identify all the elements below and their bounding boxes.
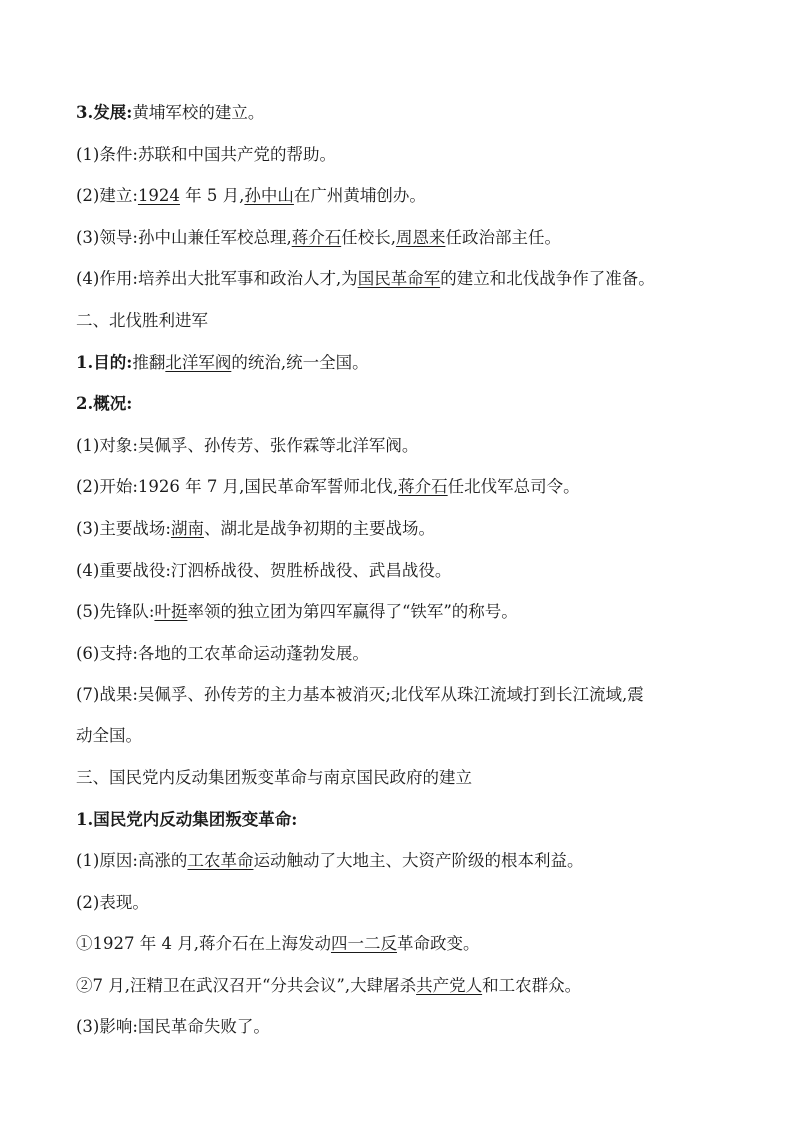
dev-item-role [76, 269, 736, 289]
dev-title-num: 3. [76, 103, 94, 122]
section3-cause [76, 851, 736, 871]
item-text: ②7 月,汪精卫在武汉召开“分共会议”,大肆屠杀 [76, 975, 417, 995]
goal-text: 推翻 [132, 352, 166, 372]
underlined-term: 四一二反 [330, 934, 397, 954]
results-line-1: (7)战果:吴佩孚、孙传芳的主力基本被消灭;北伐军从珠江流域打到长江流域,震 [76, 685, 644, 705]
section3-impact: (3)影响:国民革命失败了。 [76, 1017, 270, 1037]
item-text: 和工农群众。 [482, 975, 582, 995]
overview-item-vanguard [76, 602, 736, 622]
overview-item-start [76, 477, 736, 497]
section3-manifest: (2)表现。 [76, 892, 149, 912]
dev-item-leadership [76, 228, 736, 248]
dev-item-prefix: (3)领导: [76, 227, 138, 247]
item-text: (5)先锋队: [76, 602, 155, 622]
overview-item-results [76, 685, 736, 746]
underlined-person: 蒋介石 [291, 227, 342, 247]
underlined-person: 周恩来 [395, 227, 446, 247]
dev-item-text: 年 5 月, [179, 186, 245, 206]
underlined-year: 1924 [137, 186, 180, 206]
underlined-term: 国民革命军 [357, 269, 441, 289]
section3-manifest-1 [76, 934, 736, 954]
dev-item-text: 孙中山兼任军校总理, [137, 227, 292, 247]
goal-label: 1.目的: [76, 352, 133, 372]
item-text: 革命政变。 [396, 934, 480, 954]
section3-manifest-2 [76, 976, 736, 996]
overview-item-targets: (1)对象:吴佩孚、孙传芳、张作霖等北洋军阀。 [76, 435, 419, 455]
dev-item-text: 任政治部主任。 [445, 227, 561, 247]
dev-title [76, 103, 736, 123]
document-body [76, 103, 736, 1059]
overview-item-support: (6)支持:各地的工农革命运动蓬勃发展。 [76, 643, 369, 663]
overview-label: 2.概况: [76, 394, 133, 414]
dev-title-label: 发展: [93, 103, 133, 122]
item-text: (3)主要战场: [76, 518, 171, 538]
section2-heading: 二、北伐胜利进军 [76, 310, 208, 330]
dev-item-conditions [76, 145, 736, 165]
underlined-term: 共产党人 [416, 975, 483, 995]
underlined-term: 工农革命 [187, 851, 254, 871]
item-text: (2)开始:1926 年 7 月,国民革命军誓师北伐, [76, 477, 399, 497]
item-text: 、湖北是战争初期的主要战场。 [203, 518, 435, 538]
dev-item-prefix: (4)作用: [76, 269, 138, 289]
item-text: 运动触动了大地主、大资产阶级的根本利益。 [253, 851, 584, 871]
overview-item-battlefield [76, 519, 736, 539]
dev-item-text: 的建立和北伐战争作了准备。 [440, 269, 655, 289]
underlined-term: 北洋军阀 [165, 352, 232, 372]
dev-item-text: 在广州黄埔创办。 [293, 186, 426, 206]
section2-goal [76, 353, 736, 373]
dev-item-text: 培养出大批军事和政治人才,为 [137, 269, 358, 289]
item-text: ①1927 年 4 月,蒋介石在上海发动 [76, 934, 331, 954]
underlined-person: 孙中山 [244, 186, 294, 206]
underlined-person: 蒋介石 [398, 477, 448, 497]
dev-item-founding [76, 186, 736, 206]
section3-heading: 三、国民党内反动集团叛变革命与南京国民政府的建立 [76, 767, 472, 787]
overview-item-battles: (4)重要战役:汀泗桥战役、贺胜桥战役、武昌战役。 [76, 560, 452, 580]
dev-item-prefix: (1)条件: [76, 144, 138, 164]
section3-sub1-label: 1.国民党内反动集团叛变革命: [76, 809, 298, 829]
results-line-2: 动全国。 [76, 726, 142, 746]
item-text: (1)原因:高涨的 [76, 851, 188, 871]
dev-item-text: 任校长, [341, 227, 396, 247]
goal-text: 的统治,统一全国。 [231, 352, 369, 372]
dev-item-text: 苏联和中国共产党的帮助。 [137, 144, 336, 164]
underlined-place: 湖南 [170, 518, 204, 538]
dev-item-prefix: (2)建立: [76, 186, 138, 206]
dev-title-text: 黄埔军校的建立。 [132, 103, 265, 122]
item-text: 率领的独立团为第四军赢得了“铁军”的称号。 [187, 602, 518, 622]
underlined-person: 叶挺 [154, 602, 188, 622]
item-text: 任北伐军总司令。 [447, 477, 580, 497]
